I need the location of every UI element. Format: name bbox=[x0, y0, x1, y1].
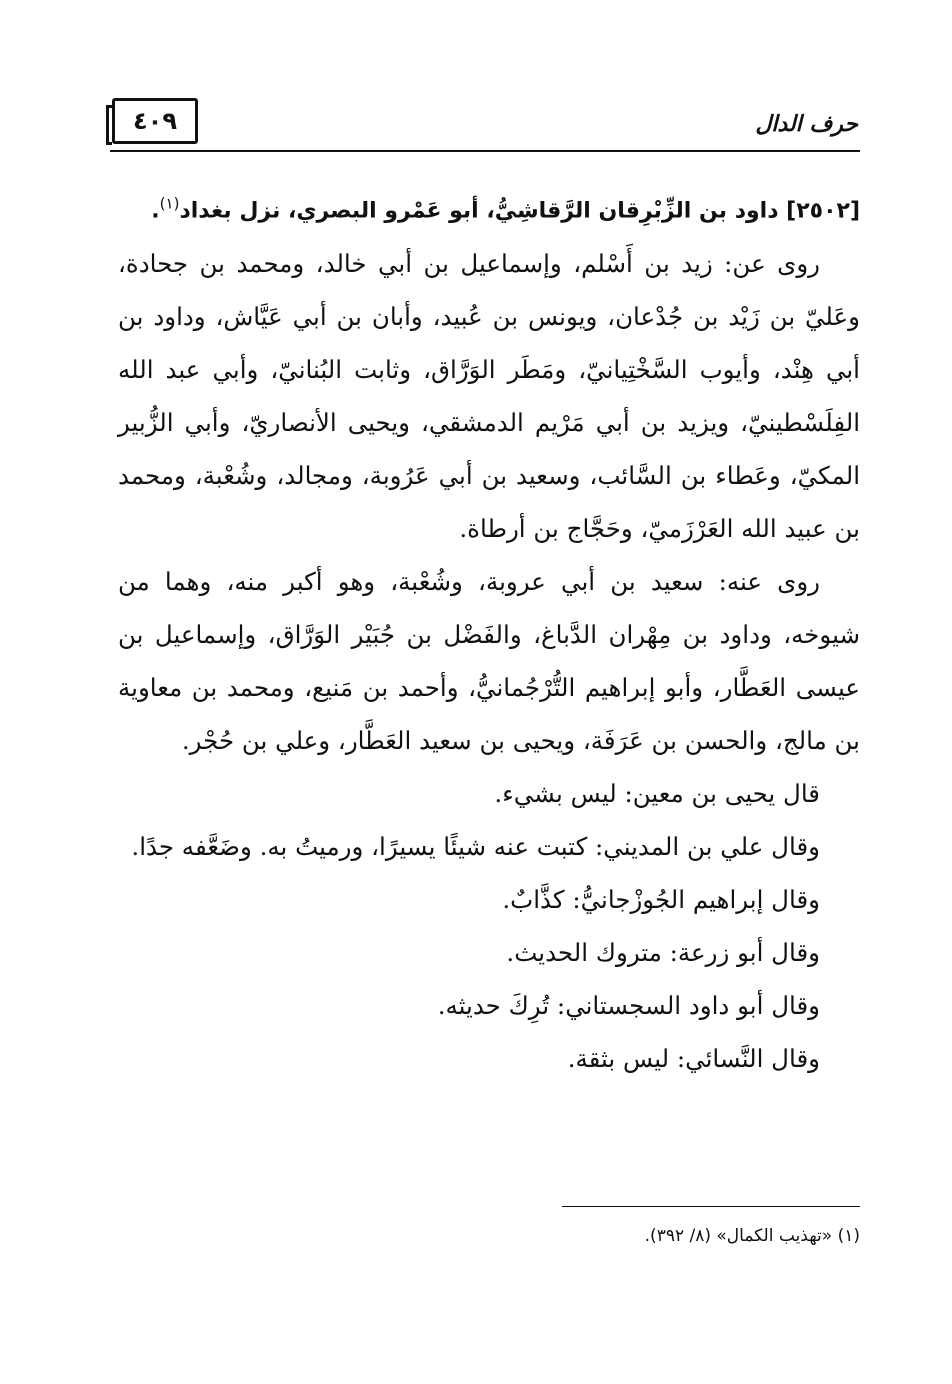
header-rule bbox=[110, 150, 860, 152]
entry-title-end: . bbox=[151, 198, 160, 224]
footnote-rule bbox=[562, 1206, 860, 1207]
page-number: ٤٠٩ bbox=[112, 98, 198, 144]
abu-zura-statement: وقال أبو زرعة: متروك الحديث. bbox=[506, 938, 820, 968]
running-header: حرف الدال bbox=[755, 112, 858, 137]
entry-heading bbox=[118, 178, 860, 237]
entry-body bbox=[118, 178, 860, 1085]
footnote-reference: (١) bbox=[159, 195, 180, 213]
nasai-statement: وقال النَّسائي: ليس بثقة. bbox=[567, 1044, 820, 1074]
entry-title: [٢٥٠٢] داود بن الزِّبْرِقان الرَّقاشِيُّ، أبو عَمْرو البصري، نزل بغداد bbox=[179, 198, 860, 224]
students-paragraph: روى عنه: سعيد بن أبي عروبة، وشُعْبة، وهو أكبر منه، وهما من شيوخه، وداود بن مِهْران الدَّباغ، والفَضْل بن جُبَيْر الوَرَّاق، وإسماعيل بن عيسى العَطَّار، وأبو إبراهيم التُّرْجُمانيُّ، وأحمد بن مَنيع، ومحمد بن معاوية بن مالج، والحسن بن عَرَفَة، ويحيى بن سعيد العَطَّار، وعلي بن حُجْر. bbox=[118, 567, 860, 756]
ibn-maeen-statement: قال يحيى بن معين: ليس بشيء. bbox=[494, 779, 820, 809]
footnote: (١) «تهذيب الكمال» (٨/ ٣٩٢). bbox=[644, 1226, 860, 1246]
ibn-madini-statement: وقال علي بن المديني: كتبت عنه شيئًا يسيرًا، ورميتُ به. وضَعَّفه جدًا. bbox=[131, 832, 820, 862]
teachers-paragraph: روى عن: زيد بن أَسْلم، وإسماعيل بن أبي خالد، ومحمد بن جحادة، وعَليّ بن زَيْد بن جُدْعان، ويونس بن عُبيد، وأبان بن أبي عَيَّاش، وداود بن أبي هِنْد، وأيوب السَّخْتِيانيّ، ومَطَر الوَرَّاق، وثابت البُنانيّ، وأبي عبد الله الفِلَسْطينيّ، ويزيد بن أبي مَرْيم الدمشقي، ويحيى الأنصاريّ، وأبي الزُّبير المكيّ، وعَطاء بن السَّائب، وسعيد بن أبي عَرُوبة، ومجالد، وشُعْبة، ومحمد بن عبيد الله العَرْزَميّ، وحَجَّاج بن أرطاة. bbox=[118, 249, 860, 544]
juzjani-statement: وقال إبراهيم الجُوزْجانيُّ: كذَّابٌ. bbox=[502, 885, 820, 915]
abu-dawud-statement: وقال أبو داود السجستاني: تُرِكَ حديثه. bbox=[437, 991, 820, 1021]
